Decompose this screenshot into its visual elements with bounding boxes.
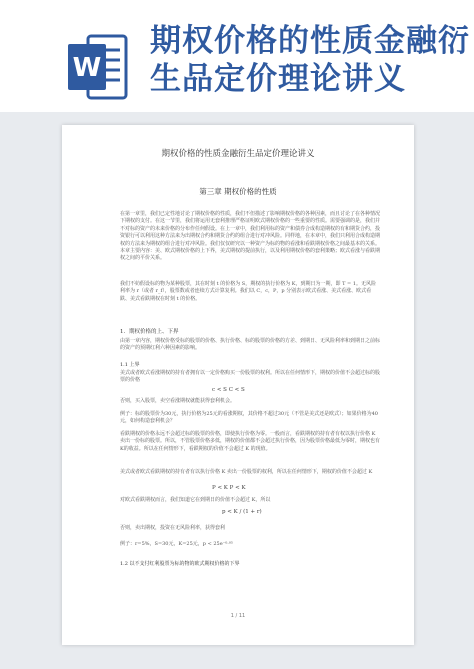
formula-call-bound: c < S C < S xyxy=(212,387,245,393)
word-logo-letter: W xyxy=(72,53,102,83)
chapter-heading: 第三章 期权价格的性质 xyxy=(199,187,277,196)
header-title: 期权价格的性质金融衍生品定价理论讲义 xyxy=(150,23,470,97)
section-heading-bounds: 1．期权价格的上、下界 xyxy=(120,329,179,335)
page-number: 1 / 11 xyxy=(230,613,246,619)
word-icon xyxy=(68,30,128,104)
header-banner xyxy=(0,0,474,112)
paragraph-assumptions: 我们不妨假设标的物为某种股票，其在时刻 t 的价格为 S，期权的执行价格为 K，到期日为一期，即 T = 1。无风险利率为 r（或者 r_f），股票数或者连续方式计算复利。我们以 C，c，P，p 分别表示欧式看涨、美式看涨、欧式看跌、美式看跌期权在时刻 t 的价格。 xyxy=(120,281,377,302)
paragraph-sell-option: 否则，卖出期权，投资在无风险利率，获得套利 xyxy=(120,525,226,531)
paragraph-put-value: 看跌期权的价格永远不会超过标的股票的价格，即使执行价格为零。一般而言，看跌期权的持有者有权以执行价格 K 卖出一份标的股票。所以，不管股票价格多低，期权的价值都不会超过执行价格，因为股票价格最低为零时，期权也有K的收益。所以在任何情形下，看跌期权的价值不会超过 K 的现值。 xyxy=(120,431,381,452)
paragraph-put-bound: 美式或者欧式看跌期权的持有者有以执行价格 K 卖出一份股票的权利，所以在任何情形下，期权的价值不会超过 K xyxy=(120,469,373,475)
paragraph-intro: 在第一章里，我们已定性地讨论了期权价格的性质，我们不但描述了影响期权价格的各种因素，而且讨论了在各种情况下期权的支付。在这一节里，我们将运用无套利推理严格证明欧式期权价格的一些重要的性质。需要强调的是，我们并不对标的资产的未来价格的分布作任何假设。在上一章中，我们利用标的资产和债券合成构造期权的有和期货合约，投资银行可以利用这种方法来为出期权合约和期货合约的组合进行对冲风险。同样地，在本章中，我们只利用合成构造期权的方法来为期权的组合进行对冲风险。我们仅仅研究以一种资产为标的物的看涨和看跌期权价格之间最基本的关系。本章主要内容：美、欧式期权价格的上下界，美式期权的提前执行，以及利用期权价格的套利策略；欧式看涨与看跌期权之间的平价关系。 xyxy=(120,211,381,262)
paragraph-example-1: 例子：标的股票价为30元，执行价格为25元的看涨期权，其价格不超过30元（不管是美式还是欧式）；如果价格为40元，如何构造套利机会？ xyxy=(120,411,378,425)
document-title: 期权价格的性质金融衍生品定价理论讲义 xyxy=(161,149,315,159)
paragraph-factors: 由第一章内容，期权价格受标的股票的价格、执行价格、标的股票的价格的方差、到期日、无风险利率和到期日之前标的资产的预期红利六种因素的影响。 xyxy=(120,338,381,352)
paragraph-example-2: 例子：r=5%，S=30元，K=25元，p < 25e⁻⁰·⁰⁵ xyxy=(120,541,233,547)
subsection-lower-bound: 1.2 以不支付红利股票为标的物的欧式期权价格的下界 xyxy=(120,561,240,567)
document-page xyxy=(62,125,414,645)
paragraph-call-bound: 美式或者欧式看涨期权的持有者拥有以一定价格购买一份股票的权利。所以在任何情形下，期权的价值不会超过标的股票的价格 xyxy=(120,370,381,384)
paragraph-arbitrage: 否则，买入股票，卖空看涨期权就能获得套利机会。 xyxy=(120,398,236,404)
formula-european-put: p < K / (1 + r) xyxy=(222,509,262,515)
formula-put-bound: P < K P < K xyxy=(212,485,246,491)
subsection-upper-bound: 1.1 上界 xyxy=(120,362,140,368)
paragraph-european-put: 对欧式看跌期权而言，我们知道它在到期日的价值不会超过 K，所以 xyxy=(120,497,271,503)
